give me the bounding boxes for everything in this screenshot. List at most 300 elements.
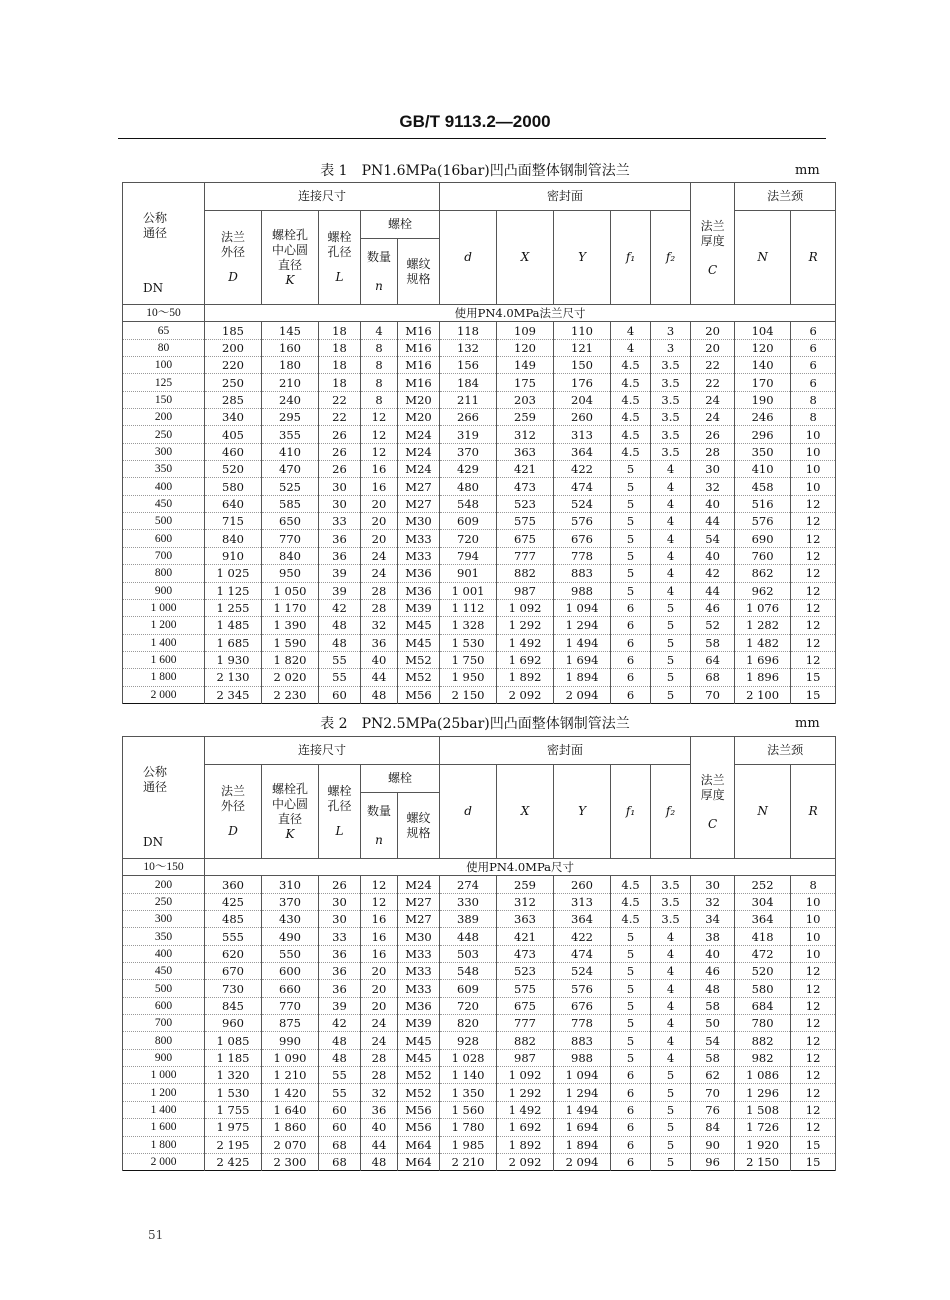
cell-f1: 4.5 (611, 443, 651, 460)
cell-f1: 5 (611, 928, 651, 945)
cell-bolt-circle: 990 (262, 1032, 319, 1049)
cell-flange-od: 845 (205, 997, 262, 1014)
cell-neck-n: 364 (735, 911, 791, 928)
cell-neck-r: 12 (791, 1084, 836, 1101)
cell-thickness: 40 (691, 495, 735, 512)
cell-bolt-count: 28 (361, 1067, 398, 1084)
cell-bolt-hole: 36 (319, 980, 361, 997)
cell-bolt-hole: 42 (319, 599, 361, 616)
cell-neck-n: 882 (735, 1032, 791, 1049)
cell-thickness: 64 (691, 651, 735, 668)
header-dn-name: 公称 通径 (143, 765, 168, 794)
cell-x: 2 092 (497, 1153, 554, 1170)
cell-f1: 5 (611, 1015, 651, 1032)
cell-bolt-thread: M30 (398, 513, 440, 530)
cell-f1: 6 (611, 1119, 651, 1136)
table-row (123, 599, 836, 616)
cell-d: 389 (440, 911, 497, 928)
cell-bolt-count: 28 (361, 1049, 398, 1066)
cell-flange-od: 485 (205, 911, 262, 928)
cell-dn: 1 000 (123, 599, 205, 616)
cell-neck-r: 8 (791, 409, 836, 426)
cell-bolt-thread: M33 (398, 547, 440, 564)
cell-dn: 450 (123, 495, 205, 512)
cell-f1: 6 (611, 1153, 651, 1170)
cell-bolt-count: 24 (361, 565, 398, 582)
cell-dn: 150 (123, 391, 205, 408)
cell-d: 1 950 (440, 669, 497, 686)
cell-flange-od: 1 755 (205, 1101, 262, 1118)
cell-bolt-circle: 1 170 (262, 599, 319, 616)
cell-bolt-count: 12 (361, 893, 398, 910)
cell-bolt-hole: 30 (319, 911, 361, 928)
cell-d: 928 (440, 1032, 497, 1049)
cell-y: 260 (554, 876, 611, 893)
cell-bolt-circle: 1 050 (262, 582, 319, 599)
cell-dn: 1 800 (123, 1136, 205, 1153)
cell-bolt-thread: M16 (398, 339, 440, 356)
header-bolt-circle: 螺栓孔 中心圆 直径 (271, 227, 308, 272)
cell-bolt-hole: 30 (319, 893, 361, 910)
cell-flange-od: 2 195 (205, 1136, 262, 1153)
cell-bolt-circle: 295 (262, 409, 319, 426)
cell-bolt-thread: M56 (398, 1101, 440, 1118)
cell-d: 118 (440, 322, 497, 339)
cell-flange-od: 425 (205, 893, 262, 910)
cell-bolt-circle: 145 (262, 322, 319, 339)
cell-y: 422 (554, 461, 611, 478)
cell-thickness: 44 (691, 513, 735, 530)
cell-d: 211 (440, 391, 497, 408)
cell-f1: 6 (611, 669, 651, 686)
cell-bolt-thread: M36 (398, 582, 440, 599)
cell-x: 523 (497, 495, 554, 512)
cell-d: 1 028 (440, 1049, 497, 1066)
cell-thickness: 24 (691, 391, 735, 408)
cell-neck-r: 15 (791, 1136, 836, 1153)
cell-bolt-count: 16 (361, 928, 398, 945)
cell-neck-n: 350 (735, 443, 791, 460)
cell-dn: 900 (123, 1049, 205, 1066)
cell-y: 422 (554, 928, 611, 945)
cell-f1: 5 (611, 997, 651, 1014)
cell-bolt-circle: 1 090 (262, 1049, 319, 1066)
table2-unit: mm (795, 716, 820, 731)
cell-bolt-count: 16 (361, 461, 398, 478)
cell-bolt-circle: 525 (262, 478, 319, 495)
cell-f1: 4.5 (611, 426, 651, 443)
cell-f2: 4 (651, 1049, 691, 1066)
cell-f1: 5 (611, 980, 651, 997)
cell-neck-r: 12 (791, 582, 836, 599)
cell-d: 1 112 (440, 599, 497, 616)
cell-y: 988 (554, 1049, 611, 1066)
cell-bolt-circle: 310 (262, 876, 319, 893)
cell-bolt-count: 20 (361, 513, 398, 530)
cell-neck-r: 12 (791, 651, 836, 668)
header-f1: f₁ (611, 765, 651, 859)
cell-bolt-circle: 1 420 (262, 1084, 319, 1101)
cell-flange-od: 1 125 (205, 582, 262, 599)
cell-d: 1 780 (440, 1119, 497, 1136)
cell-flange-od: 1 085 (205, 1032, 262, 1049)
cell-dn: 2 000 (123, 686, 205, 703)
cell-bolt-hole: 68 (319, 1136, 361, 1153)
cell-bolt-hole: 60 (319, 686, 361, 703)
cell-dn: 250 (123, 426, 205, 443)
cell-x: 259 (497, 876, 554, 893)
span-row-dn: 10～150 (123, 859, 205, 876)
cell-d: 1 001 (440, 582, 497, 599)
cell-dn: 1 600 (123, 1119, 205, 1136)
cell-bolt-thread: M36 (398, 997, 440, 1014)
cell-dn: 300 (123, 911, 205, 928)
table-row (123, 1136, 836, 1153)
cell-d: 503 (440, 945, 497, 962)
cell-f2: 4 (651, 963, 691, 980)
header-bolt-hole-sym: L (335, 270, 344, 284)
header-d: d (440, 765, 497, 859)
cell-f1: 5 (611, 547, 651, 564)
cell-neck-r: 12 (791, 1015, 836, 1032)
cell-y: 778 (554, 1015, 611, 1032)
cell-d: 609 (440, 513, 497, 530)
cell-x: 1 692 (497, 651, 554, 668)
cell-f1: 4.5 (611, 893, 651, 910)
table-row (123, 651, 836, 668)
cell-dn: 1 200 (123, 617, 205, 634)
cell-f1: 6 (611, 634, 651, 651)
cell-bolt-hole: 36 (319, 963, 361, 980)
table-row (123, 357, 836, 374)
cell-f2: 4 (651, 945, 691, 962)
cell-bolt-thread: M33 (398, 963, 440, 980)
cell-d: 330 (440, 893, 497, 910)
cell-dn: 800 (123, 565, 205, 582)
cell-bolt-hole: 55 (319, 669, 361, 686)
cell-thickness: 20 (691, 339, 735, 356)
table-row (123, 617, 836, 634)
cell-bolt-hole: 60 (319, 1101, 361, 1118)
cell-bolt-count: 20 (361, 495, 398, 512)
cell-thickness: 34 (691, 911, 735, 928)
cell-neck-n: 690 (735, 530, 791, 547)
cell-bolt-count: 24 (361, 1032, 398, 1049)
cell-d: 548 (440, 963, 497, 980)
cell-x: 1 092 (497, 1067, 554, 1084)
cell-y: 474 (554, 478, 611, 495)
cell-x: 1 092 (497, 599, 554, 616)
cell-f1: 5 (611, 1032, 651, 1049)
cell-f2: 4 (651, 565, 691, 582)
cell-bolt-thread: M52 (398, 1084, 440, 1101)
cell-dn: 350 (123, 928, 205, 945)
cell-bolt-thread: M16 (398, 357, 440, 374)
cell-f1: 5 (611, 1049, 651, 1066)
cell-bolt-thread: M64 (398, 1136, 440, 1153)
cell-bolt-count: 32 (361, 617, 398, 634)
cell-thickness: 52 (691, 617, 735, 634)
cell-f2: 3.5 (651, 893, 691, 910)
cell-bolt-count: 28 (361, 599, 398, 616)
cell-dn: 1 400 (123, 634, 205, 651)
cell-flange-od: 1 930 (205, 651, 262, 668)
cell-neck-n: 1 920 (735, 1136, 791, 1153)
cell-thickness: 28 (691, 443, 735, 460)
cell-y: 260 (554, 409, 611, 426)
cell-flange-od: 910 (205, 547, 262, 564)
table-row (123, 461, 836, 478)
cell-bolt-circle: 875 (262, 1015, 319, 1032)
cell-bolt-hole: 30 (319, 478, 361, 495)
cell-bolt-thread: M27 (398, 893, 440, 910)
cell-neck-r: 8 (791, 391, 836, 408)
cell-neck-r: 10 (791, 443, 836, 460)
cell-bolt-circle: 370 (262, 893, 319, 910)
cell-dn: 350 (123, 461, 205, 478)
cell-bolt-circle: 470 (262, 461, 319, 478)
cell-d: 1 560 (440, 1101, 497, 1118)
header-sealing: 密封面 (440, 737, 691, 765)
cell-bolt-circle: 1 860 (262, 1119, 319, 1136)
cell-neck-r: 10 (791, 478, 836, 495)
cell-bolt-hole: 36 (319, 530, 361, 547)
cell-neck-n: 1 086 (735, 1067, 791, 1084)
cell-bolt-thread: M45 (398, 634, 440, 651)
cell-d: 2 150 (440, 686, 497, 703)
cell-f2: 4 (651, 928, 691, 945)
cell-bolt-count: 8 (361, 339, 398, 356)
cell-bolt-hole: 18 (319, 357, 361, 374)
cell-bolt-hole: 33 (319, 513, 361, 530)
table-row (123, 391, 836, 408)
cell-x: 1 692 (497, 1119, 554, 1136)
cell-neck-r: 10 (791, 461, 836, 478)
cell-bolt-count: 20 (361, 980, 398, 997)
header-x: X (497, 211, 554, 305)
cell-dn: 100 (123, 357, 205, 374)
cell-bolt-thread: M30 (398, 928, 440, 945)
cell-thickness: 38 (691, 928, 735, 945)
cell-bolt-count: 20 (361, 963, 398, 980)
cell-bolt-thread: M24 (398, 876, 440, 893)
cell-thickness: 70 (691, 1084, 735, 1101)
cell-bolt-circle: 660 (262, 980, 319, 997)
table-row (123, 945, 836, 962)
cell-x: 987 (497, 582, 554, 599)
cell-f1: 4.5 (611, 876, 651, 893)
table-row (123, 565, 836, 582)
header-bolt-circle-sym: K (285, 272, 295, 287)
cell-dn: 700 (123, 1015, 205, 1032)
cell-bolt-hole: 18 (319, 374, 361, 391)
header-thickness-sym: C (708, 817, 718, 831)
cell-x: 1 292 (497, 617, 554, 634)
cell-f2: 3.5 (651, 911, 691, 928)
cell-neck-r: 12 (791, 513, 836, 530)
cell-y: 1 494 (554, 634, 611, 651)
cell-bolt-thread: M45 (398, 1032, 440, 1049)
cell-bolt-thread: M27 (398, 911, 440, 928)
cell-flange-od: 1 255 (205, 599, 262, 616)
cell-f2: 3 (651, 322, 691, 339)
cell-f2: 3.5 (651, 876, 691, 893)
cell-dn: 200 (123, 876, 205, 893)
cell-f1: 4.5 (611, 357, 651, 374)
cell-y: 676 (554, 530, 611, 547)
header-bolt-hole-sym: L (335, 824, 344, 838)
cell-neck-n: 246 (735, 409, 791, 426)
cell-bolt-thread: M39 (398, 599, 440, 616)
cell-bolt-count: 32 (361, 1084, 398, 1101)
cell-neck-n: 170 (735, 374, 791, 391)
cell-y: 1 894 (554, 669, 611, 686)
header-r: R (791, 765, 836, 859)
cell-d: 480 (440, 478, 497, 495)
cell-thickness: 44 (691, 582, 735, 599)
cell-bolt-thread: M16 (398, 374, 440, 391)
cell-neck-n: 120 (735, 339, 791, 356)
cell-flange-od: 220 (205, 357, 262, 374)
cell-thickness: 76 (691, 1101, 735, 1118)
cell-thickness: 62 (691, 1067, 735, 1084)
cell-neck-r: 12 (791, 617, 836, 634)
cell-bolt-count: 12 (361, 443, 398, 460)
cell-d: 1 140 (440, 1067, 497, 1084)
cell-y: 313 (554, 893, 611, 910)
cell-bolt-thread: M24 (398, 443, 440, 460)
header-thickness: 法兰 厚度 (700, 773, 725, 802)
cell-bolt-count: 20 (361, 997, 398, 1014)
cell-bolt-thread: M52 (398, 669, 440, 686)
header-bolt-count: 数量 (366, 249, 391, 264)
cell-thickness: 58 (691, 1049, 735, 1066)
cell-bolt-thread: M27 (398, 478, 440, 495)
cell-flange-od: 185 (205, 322, 262, 339)
cell-flange-od: 960 (205, 1015, 262, 1032)
cell-flange-od: 200 (205, 339, 262, 356)
header-flange-od: 法兰 外径 (220, 230, 245, 259)
cell-bolt-circle: 950 (262, 565, 319, 582)
cell-thickness: 22 (691, 374, 735, 391)
cell-dn: 500 (123, 513, 205, 530)
table-row (123, 1119, 836, 1136)
cell-neck-n: 190 (735, 391, 791, 408)
header-connection: 连接尺寸 (205, 183, 440, 211)
header-connection: 连接尺寸 (205, 737, 440, 765)
cell-f2: 4 (651, 547, 691, 564)
cell-bolt-thread: M56 (398, 686, 440, 703)
header-f2: f₂ (651, 211, 691, 305)
standard-code: GB/T 9113.2—2000 (399, 112, 551, 131)
cell-y: 121 (554, 339, 611, 356)
table-row (123, 893, 836, 910)
cell-neck-r: 12 (791, 1101, 836, 1118)
cell-neck-r: 10 (791, 426, 836, 443)
cell-neck-r: 8 (791, 876, 836, 893)
cell-neck-r: 12 (791, 495, 836, 512)
cell-x: 523 (497, 963, 554, 980)
cell-thickness: 50 (691, 1015, 735, 1032)
cell-bolt-hole: 55 (319, 651, 361, 668)
cell-bolt-hole: 36 (319, 547, 361, 564)
cell-bolt-thread: M36 (398, 565, 440, 582)
header-flange-od-sym: D (228, 824, 238, 838)
header-bolt-count-sym: n (375, 278, 383, 293)
cell-bolt-hole: 55 (319, 1084, 361, 1101)
cell-neck-r: 12 (791, 963, 836, 980)
cell-flange-od: 340 (205, 409, 262, 426)
cell-neck-n: 780 (735, 1015, 791, 1032)
cell-thickness: 20 (691, 322, 735, 339)
cell-bolt-count: 44 (361, 669, 398, 686)
header-neck: 法兰颈 (735, 183, 836, 211)
header-bolt-count: 数量 (366, 803, 391, 818)
cell-f2: 5 (651, 1084, 691, 1101)
cell-y: 176 (554, 374, 611, 391)
table-row (123, 911, 836, 928)
cell-x: 1 292 (497, 1084, 554, 1101)
cell-flange-od: 555 (205, 928, 262, 945)
header-bolt-circle: 螺栓孔 中心圆 直径 (271, 781, 308, 826)
cell-d: 1 530 (440, 634, 497, 651)
cell-d: 548 (440, 495, 497, 512)
cell-bolt-thread: M33 (398, 530, 440, 547)
cell-x: 1 492 (497, 1101, 554, 1118)
cell-y: 1 094 (554, 599, 611, 616)
cell-neck-r: 10 (791, 945, 836, 962)
cell-y: 1 694 (554, 651, 611, 668)
cell-f2: 5 (651, 1136, 691, 1153)
header-bolt: 螺栓 (361, 765, 440, 793)
cell-neck-r: 12 (791, 599, 836, 616)
cell-flange-od: 1 185 (205, 1049, 262, 1066)
cell-bolt-count: 16 (361, 478, 398, 495)
cell-f2: 3.5 (651, 443, 691, 460)
cell-dn: 1 800 (123, 669, 205, 686)
cell-bolt-hole: 36 (319, 945, 361, 962)
cell-f2: 4 (651, 997, 691, 1014)
header-r: R (791, 211, 836, 305)
cell-bolt-hole: 26 (319, 426, 361, 443)
cell-neck-r: 10 (791, 893, 836, 910)
cell-f2: 4 (651, 530, 691, 547)
cell-neck-n: 962 (735, 582, 791, 599)
header-neck: 法兰颈 (735, 737, 836, 765)
cell-f1: 6 (611, 1136, 651, 1153)
cell-bolt-thread: M52 (398, 1067, 440, 1084)
cell-dn: 500 (123, 980, 205, 997)
cell-x: 175 (497, 374, 554, 391)
cell-f1: 5 (611, 565, 651, 582)
cell-thickness: 84 (691, 1119, 735, 1136)
cell-neck-n: 252 (735, 876, 791, 893)
cell-neck-r: 6 (791, 357, 836, 374)
cell-neck-n: 1 296 (735, 1084, 791, 1101)
cell-y: 524 (554, 495, 611, 512)
span-row-text: 使用PN4.0MPa尺寸 (205, 859, 836, 876)
cell-dn: 125 (123, 374, 205, 391)
cell-neck-r: 10 (791, 911, 836, 928)
cell-f2: 4 (651, 1015, 691, 1032)
cell-x: 1 492 (497, 634, 554, 651)
cell-x: 2 092 (497, 686, 554, 703)
cell-d: 274 (440, 876, 497, 893)
cell-x: 363 (497, 443, 554, 460)
cell-d: 319 (440, 426, 497, 443)
cell-neck-r: 12 (791, 980, 836, 997)
cell-bolt-circle: 770 (262, 997, 319, 1014)
